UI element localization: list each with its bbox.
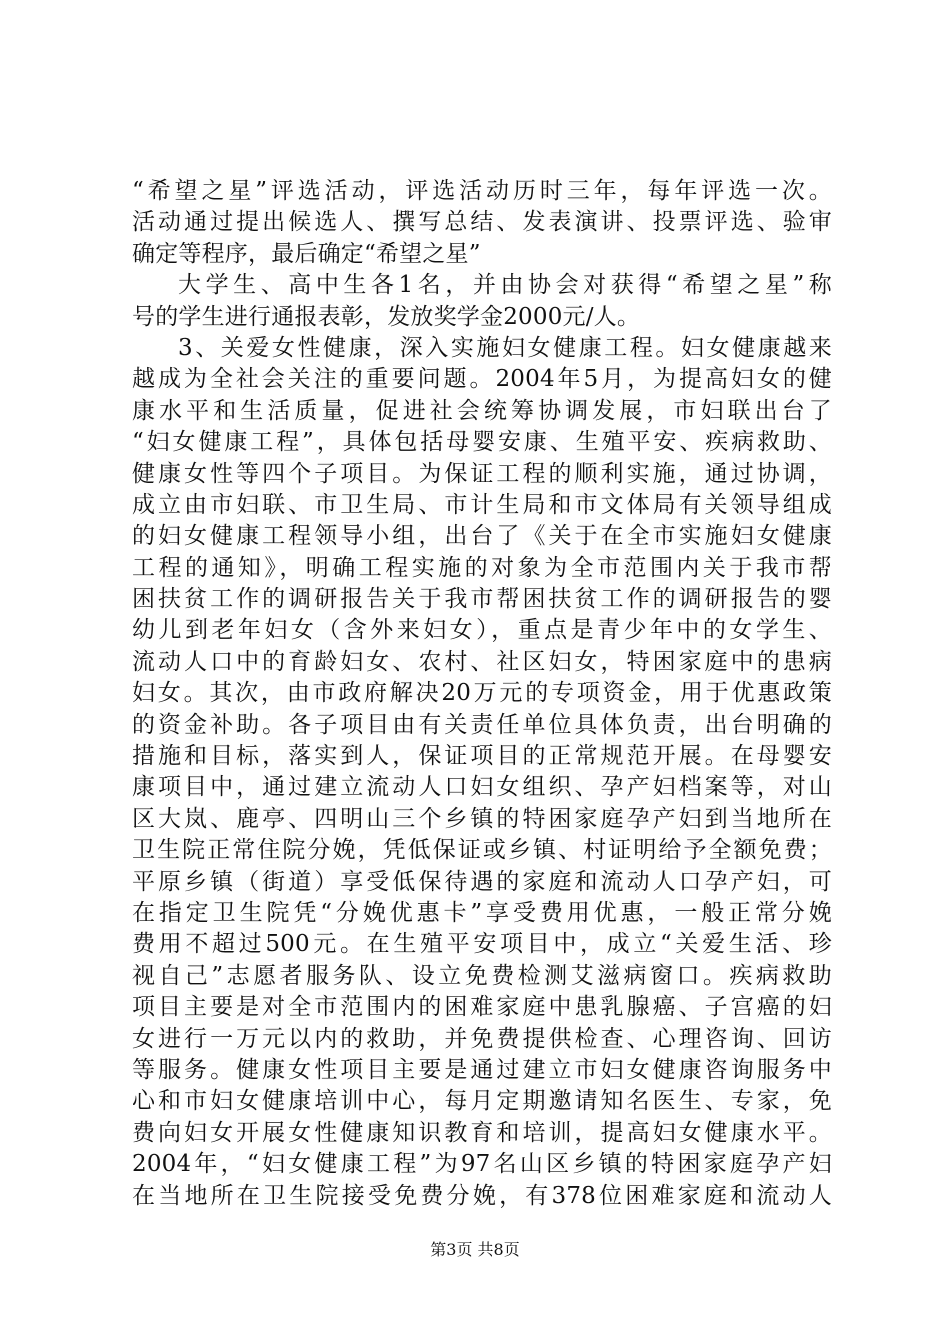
text-line: 2004年，“妇女健康工程”为97名山区乡镇的特困家庭孕产妇 bbox=[132, 1151, 832, 1178]
text-line: 的资金补助。各子项目由有关责任单位具体负责，出台明确的 bbox=[132, 711, 832, 738]
text-line: 措施和目标，落实到人，保证项目的正常规范开展。在母婴安 bbox=[132, 743, 832, 770]
text-line: 幼儿到老年妇女（含外来妇女），重点是青少年中的女学生、 bbox=[132, 617, 832, 644]
text-line: 3、关爱女性健康，深入实施妇女健康工程。妇女健康越来 bbox=[178, 334, 832, 361]
text-line: 妇女。其次，由市政府解决20万元的专项资金，用于优惠政策 bbox=[132, 680, 832, 707]
text-line: 的妇女健康工程领导小组，出台了《关于在全市实施妇女健康 bbox=[132, 523, 832, 550]
text-line: 健康女性等四个子项目。为保证工程的顺利实施，通过协调， bbox=[132, 460, 832, 487]
text-line: 活动通过提出候选人、撰写总结、发表演讲、投票评选、验审 bbox=[132, 209, 832, 236]
text-line: 平原乡镇（街道）享受低保待遇的家庭和流动人口孕产妇，可 bbox=[132, 868, 832, 895]
text-line: 确定等程序，最后确定“希望之星” bbox=[132, 240, 481, 267]
text-line: 工程的通知》，明确工程实施的对象为全市范围内关于我市帮 bbox=[132, 554, 832, 581]
text-line: 女进行一万元以内的救助，并免费提供检查、心理咨询、回访 bbox=[132, 1025, 832, 1052]
text-line: 大学生、高中生各1名，并由协会对获得“希望之星”称 bbox=[178, 272, 832, 299]
text-line: 康项目中，通过建立流动人口妇女组织、孕产妇档案等，对山 bbox=[132, 774, 832, 801]
text-line: 在当地所在卫生院接受免费分娩，有378位困难家庭和流动人 bbox=[132, 1182, 832, 1209]
text-line: 越成为全社会关注的重要问题。2004年5月，为提高妇女的健 bbox=[132, 366, 832, 393]
text-line: 流动人口中的育龄妇女、农村、社区妇女，特困家庭中的患病 bbox=[132, 648, 832, 675]
text-line: 困扶贫工作的调研报告关于我市帮困扶贫工作的调研报告的婴 bbox=[132, 586, 832, 613]
text-line: 在指定卫生院凭“分娩优惠卡”享受费用优惠，一般正常分娩 bbox=[132, 899, 832, 926]
text-line: 视自己”志愿者服务队、设立免费检测艾滋病窗口。疾病救助 bbox=[132, 962, 832, 989]
text-line: 等服务。健康女性项目主要是通过建立市妇女健康咨询服务中 bbox=[132, 1056, 832, 1083]
text-line: 成立由市妇联、市卫生局、市计生局和市文体局有关领导组成 bbox=[132, 491, 832, 518]
text-line: 费用不超过500元。在生殖平安项目中，成立“关爱生活、珍 bbox=[132, 931, 832, 958]
body-text bbox=[132, 176, 832, 1212]
text-line: 费向妇女开展女性健康知识教育和培训，提高妇女健康水平。 bbox=[132, 1119, 832, 1146]
text-line: “希望之星”评选活动，评选活动历时三年，每年评选一次。 bbox=[132, 178, 832, 204]
text-line: 号的学生进行通报表彰，发放奖学金2000元/人。 bbox=[132, 303, 641, 330]
text-line: 康水平和生活质量，促进社会统筹协调发展，市妇联出台了 bbox=[132, 397, 832, 424]
text-line: 卫生院正常住院分娩，凭低保证或乡镇、村证明给予全额免费； bbox=[132, 837, 832, 864]
text-line: 区大岚、鹿亭、四明山三个乡镇的特困家庭孕产妇到当地所在 bbox=[132, 805, 832, 832]
page-footer: 第3页 共8页 bbox=[430, 1240, 520, 1259]
text-line: 心和市妇女健康培训中心，每月定期邀请知名医生、专家，免 bbox=[132, 1088, 832, 1115]
text-line: 项目主要是对全市范围内的困难家庭中患乳腺癌、子宫癌的妇 bbox=[132, 994, 832, 1021]
text-line: “妇女健康工程”，具体包括母婴安康、生殖平安、疾病救助、 bbox=[132, 429, 832, 456]
